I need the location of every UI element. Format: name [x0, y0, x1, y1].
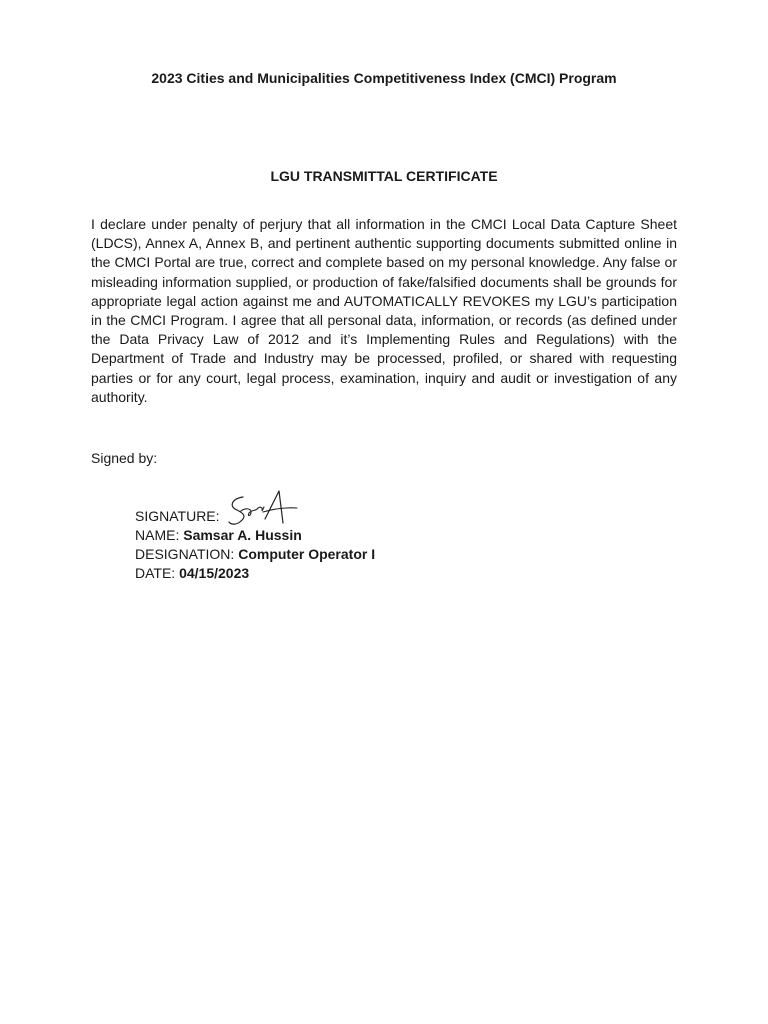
name-label: NAME: [135, 527, 180, 543]
designation-label: DESIGNATION: [135, 546, 235, 562]
declaration-paragraph: I declare under penalty of perjury that all information in the CMCI Local Data Capture Sheet (LDCS), Annex A, Annex B, and pertinent authentic supporting documents submitted online in the CMCI Portal are true, correct and complete based on my personal knowledge. Any false or misleading information supplied, or production of fake/falsified documents shall be grounds for appropriate legal action against me and AUTOMATICALLY REVOKES my LGU’s participation in the CMCI Program. I agree that all personal data, information, or records (as defined under the Data Privacy Law of 2012 and it’s Implementing Rules and Regulations) with the Department of Trade and Industry may be processed, profiled, or shared with requesting parties or for any court, legal process, examination, inquiry and audit or investigation of any authority. [91, 216, 677, 405]
signature-date: 04/15/2023 [179, 565, 250, 581]
signatory-designation: Computer Operator I [238, 546, 376, 562]
designation-line [135, 545, 555, 564]
signature-line [135, 507, 555, 526]
certificate-title: LGU TRANSMITTAL CERTIFICATE [270, 168, 498, 184]
program-title: 2023 Cities and Municipalities Competitiveness Index (CMCI) Program [151, 70, 617, 86]
signed-by-label: Signed by: [91, 450, 158, 466]
signature-label: SIGNATURE: [135, 508, 220, 524]
date-label: DATE: [135, 565, 176, 581]
name-line [135, 526, 555, 545]
date-line [135, 564, 555, 583]
signatory-block [135, 507, 555, 583]
signatory-name: Samsar A. Hussin [183, 527, 302, 543]
